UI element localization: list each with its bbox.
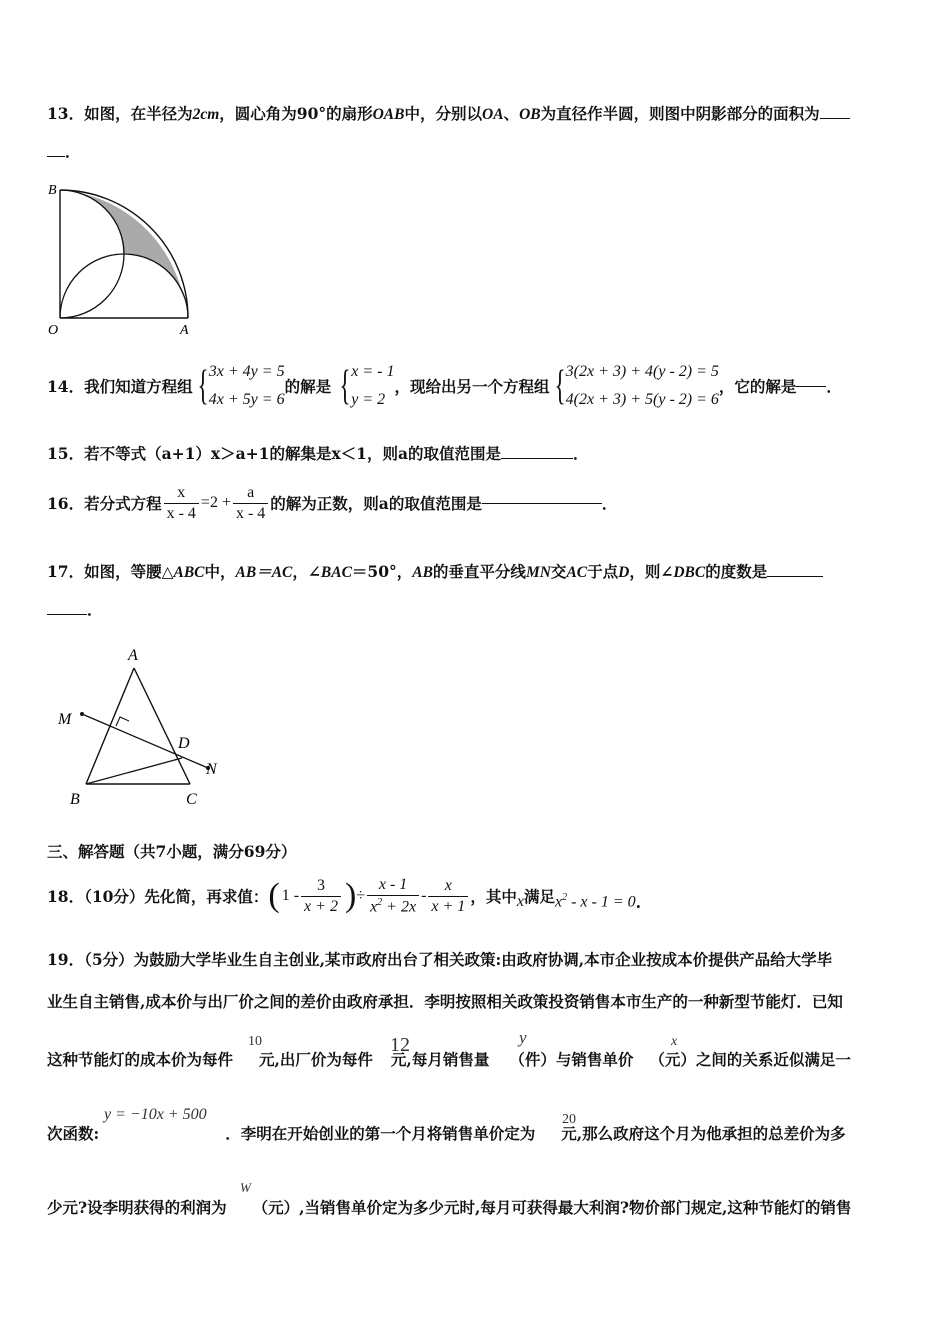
q19-line3: 这种节能灯的成本价为每件 元,出厂价为每件 元,每月销售量 （件）与销售单价 （元）之间的关系近似满足一: [47, 1050, 851, 1069]
answer-blank: [767, 575, 823, 577]
solution-1: { x = - 1 y = 2: [339, 363, 395, 409]
fraction-x-over-x-plus-1: $\frac{x}{x + 1}$: [428, 877, 468, 916]
section-title: 三、解答题（共7小题，满分69分）: [47, 842, 297, 861]
q19-line4: 次函数: ．李明在开始创业的第一个月将销售单价定为 元,那么政府这个月为他承担的总差价为多: [47, 1124, 846, 1143]
linear-function: y = −10x + 500: [104, 1106, 207, 1123]
answer-blank: [501, 457, 573, 459]
q17-line2: ．: [47, 598, 103, 620]
triangle-figure: [50, 640, 240, 820]
variable-x: x: [671, 1034, 678, 1049]
label-c: C: [186, 791, 197, 808]
label-o: O: [48, 323, 59, 338]
fraction-3-over-x-plus-2: $\frac{3}{x + 2}$: [301, 877, 341, 916]
q19-line1: 19．（5分）为鼓励大学毕业生自主创业,某市政府出台了相关政策:由政府协调,本市企业按成本价提供产品给大学毕: [47, 950, 833, 969]
point-m: [80, 712, 84, 716]
q13-line2: ．: [47, 140, 81, 162]
label-n: N: [206, 761, 217, 778]
right-angle-mark: [116, 717, 129, 726]
q19-line5: 少元?设李明获得的利润为 （元）,当销售单价定为多少元时,每月可获得最大利润?物价部门规定,这种节能灯的销售: [47, 1198, 852, 1217]
variable-w: W: [240, 1180, 251, 1195]
segment-bd: [86, 758, 182, 784]
q15-line: 15．若不等式（a+1）x＞a+1的解集是x＜1，则a的取值范围是 ．: [47, 444, 589, 463]
q19-line2: 业生自主销售,成本价与出厂价之间的差价由政府承担．李明按照相关政策投资销售本市生产的一种新型节能灯．已知: [47, 992, 843, 1011]
system-2: { 3(2x + 3) + 4(y - 2) = 5 4(2x + 3) + 5(y - 2) = 6: [554, 363, 719, 409]
q13-line1: 13．如图，在半径为2cm，圆心角为90°的扇形OAB中，分别以OA、OB为直径作半圆，则图中阴影部分的面积为: [47, 102, 850, 124]
label-b: B: [48, 183, 57, 198]
label-m: M: [58, 711, 72, 728]
label-a: A: [128, 647, 138, 664]
shaded-region: [60, 178, 200, 318]
q18-line: 18．（10分）先化简，再求值： ( 1 - $\frac{3}{x + 2}$ ) ÷ $\frac{x - 1}{x^2 + 2x}$ - $\frac{x}{x + 1}$ ，其中 x 满足 $x^2 - x - 1 = 0$ .: [47, 875, 642, 916]
value-12: 12: [390, 1034, 410, 1056]
answer-blank: [820, 117, 850, 119]
value-10: 10: [248, 1034, 262, 1049]
answer-blank: [47, 155, 65, 157]
sector-figure: [40, 178, 200, 338]
label-d: D: [178, 735, 190, 752]
answer-blank: [47, 613, 87, 615]
label-a: A: [180, 323, 189, 338]
fraction-x-over-x-minus-4: $\frac{x}{x - 4}$: [164, 484, 199, 523]
system-1: { 3x + 4y = 5 4x + 5y = 6: [197, 363, 285, 409]
label-b: B: [70, 791, 80, 808]
answer-blank: [482, 502, 602, 504]
side-ac: [134, 668, 190, 784]
q17-line1: 17．如图，等腰△ABC中，AB＝AC，∠BAC＝50°，AB的垂直平分线MN交AC于点D，则∠DBC的度数是: [47, 560, 823, 582]
variable-y: y: [519, 1028, 527, 1047]
value-20: 20: [562, 1112, 576, 1127]
fraction-x-minus-1-over-x2-plus-2x: $\frac{x - 1}{x^2 + 2x}$: [367, 876, 419, 916]
q16-line: 16． 若分式方程 $\frac{x}{x - 4}$ =2 + $\frac{a}{x - 4}$ 的解为正数，则a的取值范围是 ．: [47, 483, 618, 522]
q14-line: 14． 我们知道方程组 { 3x + 4y = 5 4x + 5y = 6 的解是 { x = - 1 y = 2 ，现给出另一个方程组 { 3(2x + 3) + 4(y - 2) = 5 4(2x + 3) + 5(y - 2) = 6 ，它的解是 ．: [47, 356, 842, 416]
fraction-a-over-x-minus-4: $\frac{a}{x - 4}$: [233, 484, 268, 523]
answer-blank: [796, 385, 826, 387]
